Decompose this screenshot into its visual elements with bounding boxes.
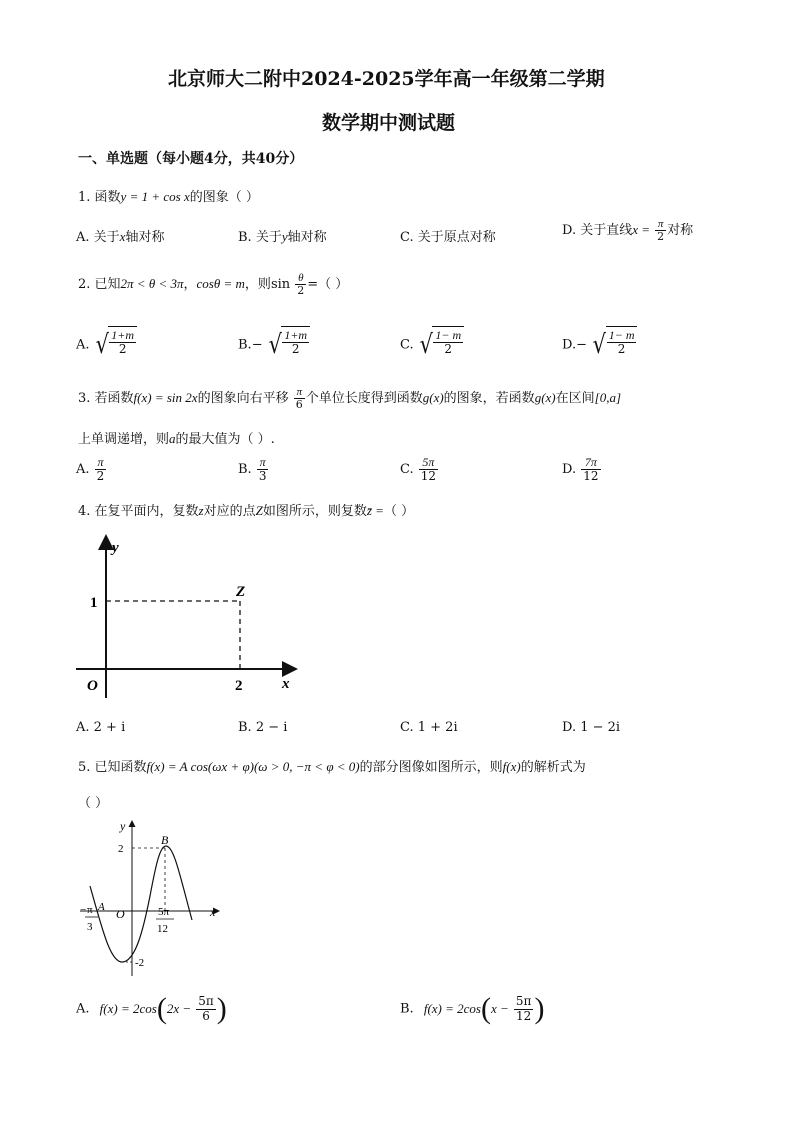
point-b-label: B [161,833,169,847]
question-5-paren: （ ） [78,796,109,811]
q1-tail: 的图象（ ） [189,190,259,205]
point-z-label: Z [236,584,246,600]
q2-option-d[interactable]: D.− √ $\frac{1- m}{2}$ [562,326,637,364]
graph-x-label: x [210,905,216,919]
q5-option-a[interactable]: A. f(x) = 2cos(2x − $\frac{5\pi}{6}$ ) [76,992,227,1025]
q5-option-b[interactable]: B. f(x) = 2cos(x − $\frac{5\pi}{12}$ ) [400,992,545,1025]
q1-option-d[interactable]: D. 关于直线x = $\frac{\pi}{2}$ 对称 [562,218,694,244]
q1-option-c[interactable]: C. 关于原点对称 [400,230,496,245]
neg-sign: − [80,904,87,916]
graph-y-label: y [120,819,126,833]
q2-option-c[interactable]: C. √ $\frac{1- m}{2}$ [400,326,464,364]
q4-option-d[interactable]: D. 1 − 2i [562,720,621,735]
cosine-graph-figure [76,816,226,978]
section-heading: 一、单选题（每小题4分，共40分） [78,151,304,167]
q1-number: 1. 函数 [78,190,121,205]
q3-option-b[interactable]: B. $\frac{\pi}{3}$ [238,455,267,484]
question-1 [78,186,259,205]
q2-option-a[interactable]: A. √ $\frac{1+m}{2}$ [76,326,137,364]
question-3: 3. 若函数f(x) = sin 2x的图象向右平移 $\frac{\pi}{6}$ 个单位长度得到函数g(x)的图象，若函数g(x)在区间[0,a] [78,386,622,412]
complex-plane-figure [72,532,312,702]
x-tick-label: 2 [235,678,243,694]
neg-den: 3 [87,921,93,933]
q1-option-a[interactable]: A. 关于x轴对称 [76,229,165,245]
question-2: 2. 已知2π < θ < 3π，cosθ = m，则sin $\frac{\theta}{2}$ =（ ） [78,272,349,298]
x-axis-label: x [282,676,290,692]
q1-option-b[interactable]: B. 关于y轴对称 [238,229,327,245]
q2-option-b[interactable]: B.− √ $\frac{1+m}{2}$ [238,326,310,364]
question-5: 5. 已知函数f(x) = A cos(ωx + φ)(ω > 0, −π < φ < 0)的部分图像如图所示，则f(x)的解析式为 [78,759,586,775]
neg-num: π [87,904,93,916]
point-a-label: A [98,901,105,913]
q4-option-b[interactable]: B. 2 − i [238,720,288,735]
y-min-label: -2 [135,957,145,969]
y-axis-label: y [112,540,119,556]
y-max-label: 2 [118,843,124,855]
pos-den: 12 [157,923,168,935]
cosine-curve [90,846,192,962]
q3-option-a[interactable]: A. $\frac{\pi}{2}$ [76,455,105,484]
pos-num: 5π [158,906,170,918]
page-title: 北京师大二附中2024-2025学年高一年级第二学期 [168,68,605,90]
graph-origin-label: O [116,907,125,921]
q1-expression: y = 1 + cos x [120,189,190,204]
q3-option-d[interactable]: D. $\frac{7\pi}{12}$ [562,455,599,484]
q3-option-c[interactable]: C. $\frac{5\pi}{12}$ [400,455,437,484]
question-3-line-2: 上单调递增，则a的最大值为（ ）. [78,431,275,447]
y-tick-label: 1 [90,595,98,611]
question-4: 4. 在复平面内，复数z对应的点Z如图所示，则复数z̄ =（ ） [78,503,415,519]
origin-label: O [87,678,98,694]
q4-option-a[interactable]: A. 2 + i [76,720,126,735]
page-subtitle: 数学期中测试题 [322,112,456,134]
q4-option-c[interactable]: C. 1 + 2i [400,720,458,735]
